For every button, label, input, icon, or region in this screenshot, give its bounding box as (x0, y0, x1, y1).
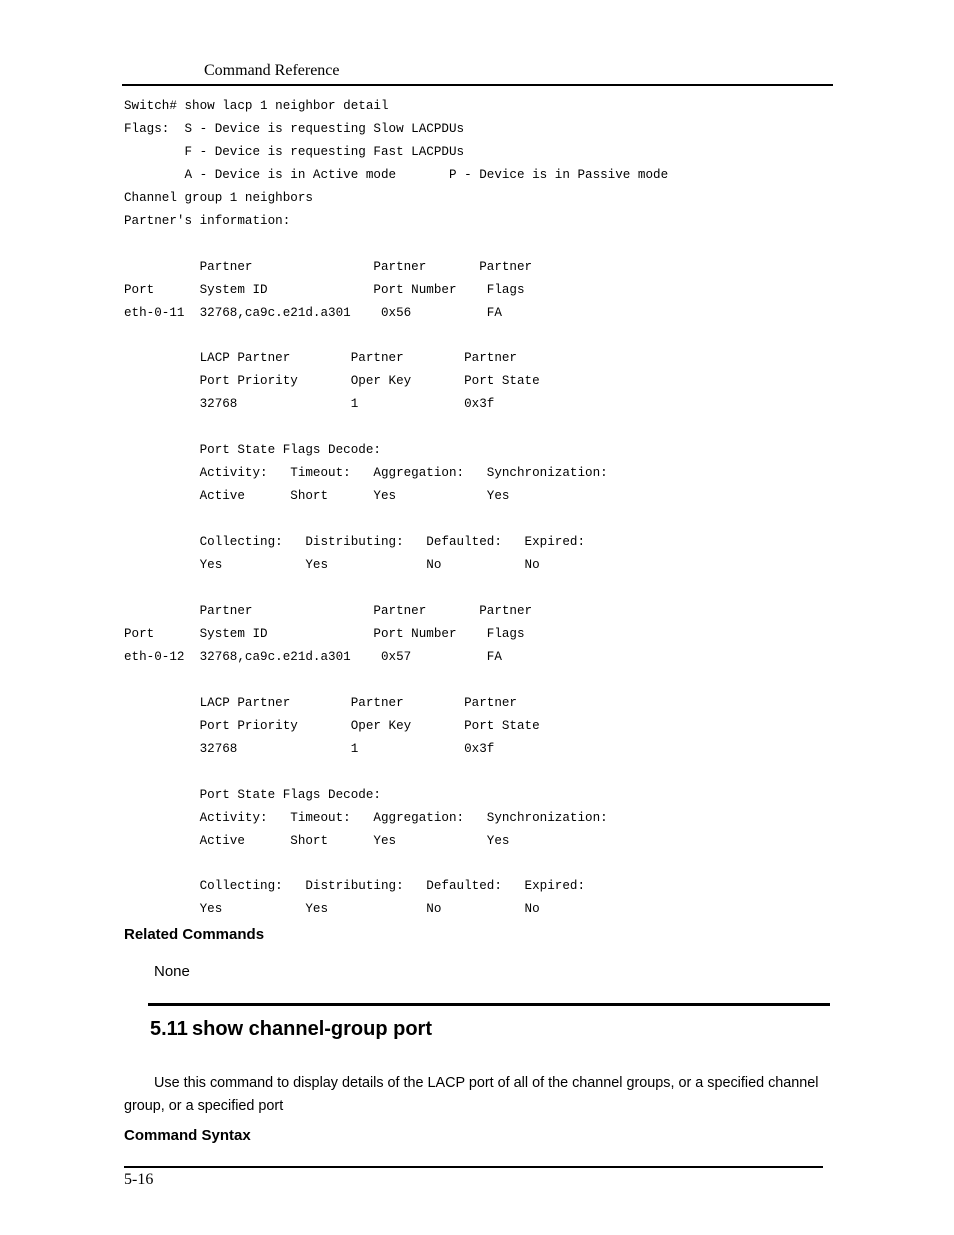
related-commands-body: None (154, 963, 190, 980)
footer-rule (124, 1166, 823, 1168)
example-output: Switch# show lacp 1 neighbor detail Flags: S - Device is requesting Slow LACPDUs F - Device is requesting Fast LACPDUs A - Device is in Active mode P - Device is in Passive mode Channel group 1 neighbors Partner's information: Partner Partner Partner Port System ID Port Number Flags eth-0-11 32768,ca9c.e21d.a301 0x56 FA LACP Partner Partner Partner Port Priority Oper Key Port State 32768 1 0x3f Port State Flags Decode: Activity: Timeout: Aggregation: Synchronization: Active Short Yes Yes Collecting: Distributing: Defaulted: Expired: Yes Yes No No Partner Partner Partner Port System ID Port Number Flags eth-0-12 32768,ca9c.e21d.a301 0x57 FA LACP Partner Partner Partner Port Priority Oper Key Port State 32768 1 0x3f Port State Flags Decode: Activity: Timeout: Aggregation: Synchronization: Active Short Yes Yes Collecting: Distributing: Defaulted: Expired: Yes Yes No No (124, 99, 669, 917)
section-rule (148, 1003, 830, 1006)
section-description: Use this command to display details of the LACP port of all of the channel groups, or a specified channel group, or a specified port (124, 1075, 819, 1114)
section-heading (150, 1018, 432, 1041)
command-syntax-heading: Command Syntax (124, 1127, 251, 1144)
header-title: Command Reference (204, 62, 340, 79)
section-title: show channel-group port (192, 1018, 432, 1040)
related-commands-heading: Related Commands (124, 926, 265, 943)
header-rule (122, 84, 833, 86)
page-number: 5-16 (124, 1171, 154, 1188)
section-number: 5.11 (150, 1018, 188, 1040)
